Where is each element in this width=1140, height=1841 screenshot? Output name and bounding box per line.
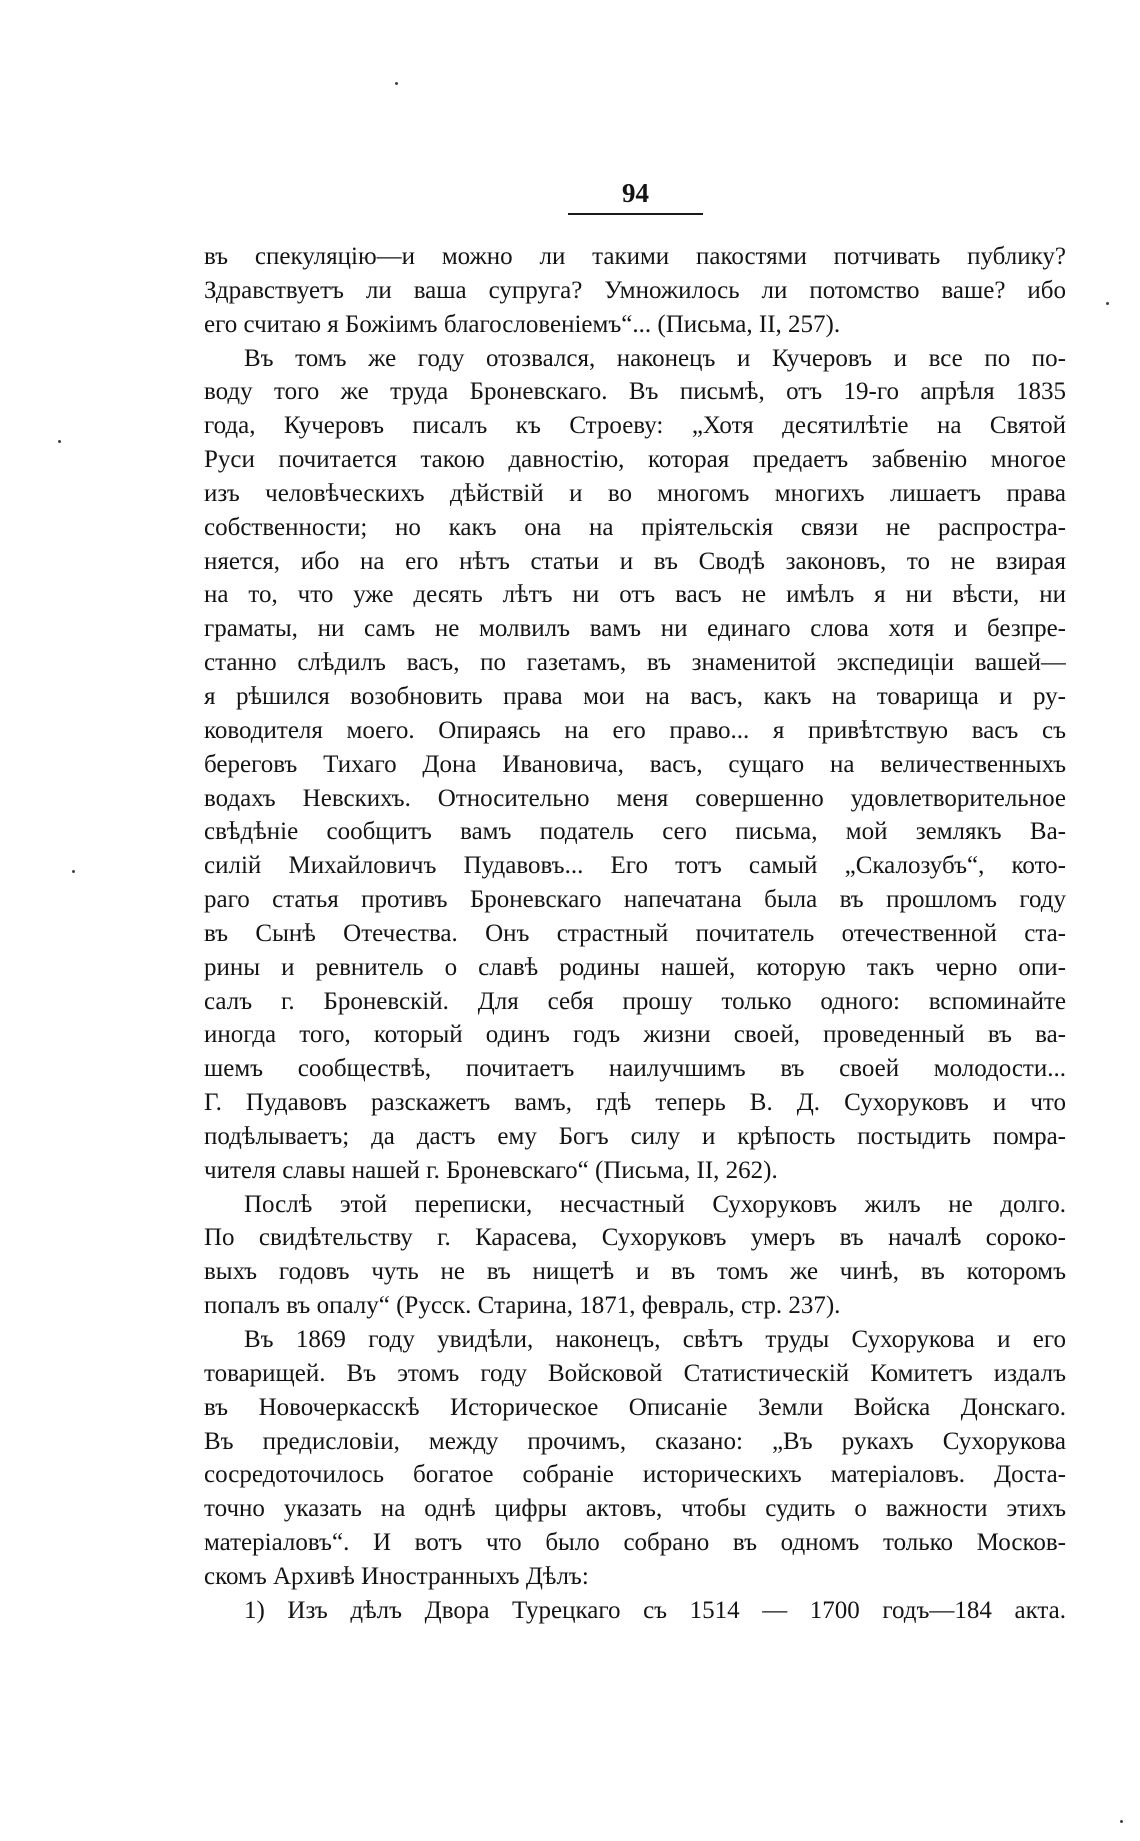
text-line: въ Сынѣ Отечества. Онъ страстный почитатель отечественной ста- [204, 919, 1066, 947]
text-line: раго статья противъ Броневскаго напечатана была въ прошломъ году [204, 886, 1066, 914]
text-line: Въ 1869 году увидѣли, наконецъ, свѣтъ труды Сухорукова и его [244, 1326, 1066, 1353]
text-line: шемъ сообществѣ, почитаетъ наилучшимъ въ своей молодости... [204, 1055, 1066, 1083]
text-line: въ Новочеркасскѣ Историческое Описаніе Земли Войска Донскаго. [204, 1393, 1066, 1421]
text-line: граматы, ни самъ не молвилъ вамъ ни единаго слова хотя и безпре- [204, 615, 1066, 643]
text-line: Въ томъ же году отозвался, наконецъ и Кучеровъ и все по по- [244, 344, 1066, 372]
text-line: салъ г. Броневскій. Для себя прошу только одного: вспоминайте [204, 987, 1066, 1015]
scan-speck [58, 440, 61, 443]
text-line: попалъ въ опалу“ (Русск. Старина, 1871, февраль, стр. 237). [204, 1292, 841, 1320]
text-line: 1) Изъ дѣлъ Двора Турецкаго съ 1514 — 1700 годъ—184 акта. [244, 1596, 1066, 1624]
text-line: рины и ревнитель о славѣ родины нашей, которую такъ черно опи- [204, 953, 1066, 981]
scan-speck [395, 82, 398, 85]
text-line: няется, ибо на его нѣтъ статьи и въ Сводѣ законовъ, то не взирая [204, 547, 1066, 575]
text-line: на то, что уже десять лѣтъ ни отъ васъ не имѣлъ я ни вѣсти, ни [204, 581, 1066, 609]
text-line: я рѣшился возобновить права мои на васъ, какъ на товарища и ру- [204, 682, 1066, 710]
text-line: собственности; но какъ она на пріятельскія связи не распростра- [204, 513, 1066, 541]
text-line: товарищей. Въ этомъ году Войсковой Статистическій Комитетъ издалъ [204, 1359, 1066, 1387]
text-line: береговъ Тихаго Дона Ивановича, васъ, сущаго на величественныхъ [204, 750, 1066, 778]
text-line: Въ предисловіи, между прочимъ, сказано: „Въ рукахъ Сухорукова [204, 1427, 1066, 1455]
scan-speck [1106, 302, 1109, 305]
text-line: ководителя моего. Опираясь на его право... я привѣтствую васъ съ [204, 716, 1066, 744]
scan-speck [1120, 1820, 1123, 1823]
text-line: По свидѣтельству г. Карасева, Сухоруковъ умеръ въ началѣ сороко- [204, 1224, 1066, 1252]
text-line: водахъ Невскихъ. Относительно меня совершенно удовлетворительное [204, 784, 1066, 812]
body-text [204, 240, 1066, 1628]
text-line: подѣлываетъ; да дастъ ему Богъ силу и крѣпость постыдить помра- [204, 1122, 1066, 1150]
scan-speck [72, 870, 75, 873]
text-line: свѣдѣніе сообщитъ вамъ податель сего письма, мой землякъ Ва- [204, 818, 1066, 846]
header-rule [568, 213, 703, 215]
text-line: года, Кучеровъ писалъ къ Строеву: „Хотя десятилѣтіе на Святой [204, 412, 1066, 440]
text-line: его считаю я Божіимъ благословеніемъ“... (Письма, II, 257). [204, 310, 841, 338]
text-line: чителя славы нашей г. Броневскаго“ (Письма, II, 262). [204, 1156, 778, 1184]
text-line: станно слѣдилъ васъ, по газетамъ, въ знаменитой экспедиціи вашей— [204, 649, 1066, 677]
text-line: въ спекуляцію—и можно ли такими пакостями потчивать публику? [204, 243, 1066, 270]
text-line: сосредоточилось богатое собраніе историческихъ матеріаловъ. Доста- [204, 1461, 1066, 1489]
text-line: точно указать на однѣ цифры актовъ, чтобы судить о важности этихъ [204, 1495, 1066, 1523]
text-line: изъ человѣческихъ дѣйствій и во многомъ многихъ лишаетъ права [204, 479, 1066, 507]
text-line: Г. Пудавовъ разскажетъ вамъ, гдѣ теперь В. Д. Сухоруковъ и что [204, 1089, 1066, 1117]
page-number: 94 [622, 178, 649, 208]
text-line: скомъ Архивѣ Иностранныхъ Дѣлъ: [204, 1562, 589, 1590]
text-line: Руси почитается такою давностію, которая предаетъ забвенію многое [204, 446, 1066, 474]
text-line: Послѣ этой переписки, несчастный Сухоруковъ жилъ не долго. [244, 1190, 1066, 1218]
text-line: Здравствуетъ ли ваша супруга? Умножилось ли потомство ваше? ибо [204, 276, 1066, 304]
text-line: выхъ годовъ чуть не въ нищетѣ и въ томъ же чинѣ, въ которомъ [204, 1258, 1066, 1286]
text-line: иногда того, который одинъ годъ жизни своей, проведенный въ ва- [204, 1021, 1066, 1049]
text-line: силій Михайловичъ Пудавовъ... Его тотъ самый „Скалозубъ“, кото- [204, 852, 1066, 880]
text-line: воду того же труда Броневскаго. Въ письмѣ, отъ 19-го апрѣля 1835 [204, 378, 1066, 406]
text-line: матеріаловъ“. И вотъ что было собрано въ одномъ только Москов- [204, 1529, 1066, 1557]
